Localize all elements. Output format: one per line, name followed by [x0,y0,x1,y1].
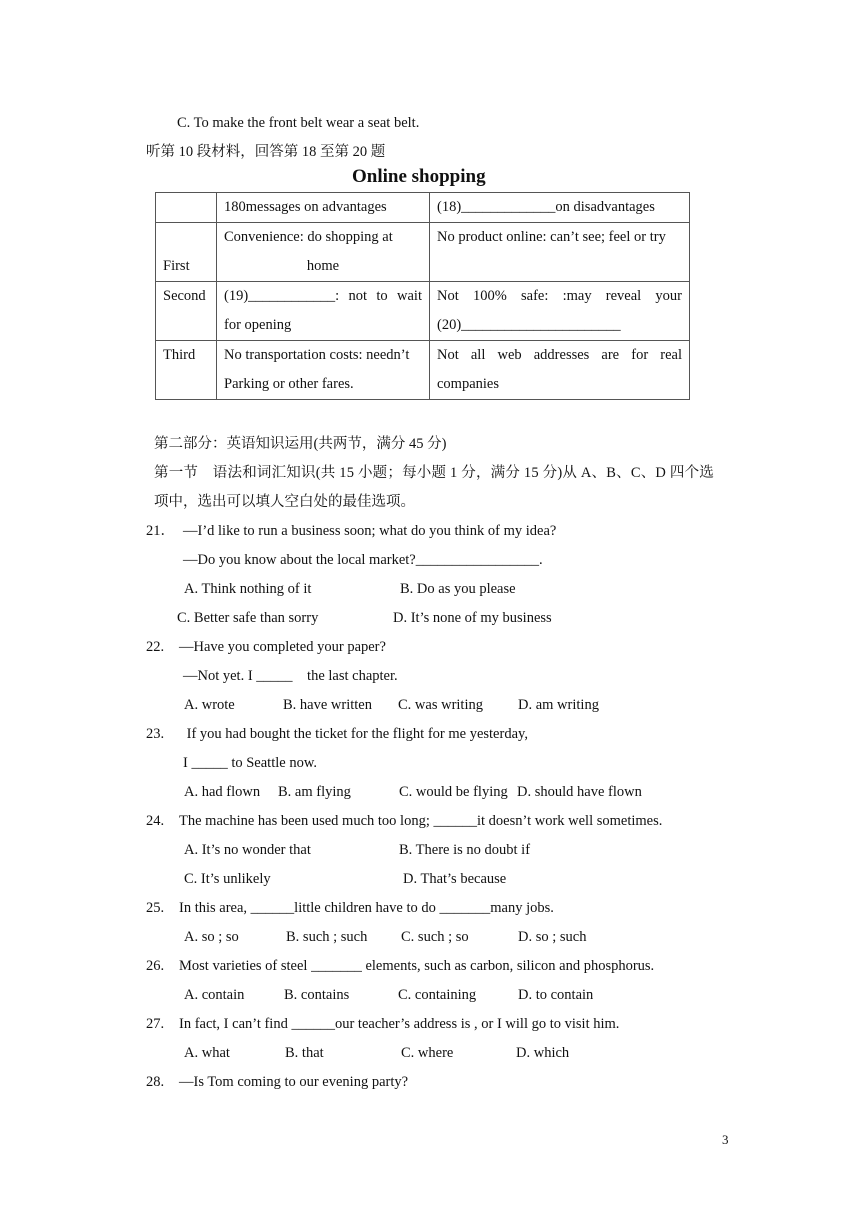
listening-instruction: 听第 10 段材料，回答第 18 至第 20 题 [146,144,386,160]
question-number: 28. [146,1074,165,1090]
disadvantage-line [437,252,682,281]
question-number: 26. [146,958,165,974]
online-shopping-table [155,192,690,400]
option-b: B. am flying [278,784,351,800]
previous-question-option: C. To make the front belt wear a seat belt. [177,115,420,131]
option-d: D. That’s because [403,871,507,887]
question-text: —Is Tom coming to our evening party? [179,1074,409,1090]
disadvantage-line: Not 100% safe: :may reveal your [437,288,682,304]
row-label: Second [156,282,217,341]
option-d: D. It’s none of my business [393,610,552,626]
option-d: D. am writing [518,697,599,713]
option-b: B. There is no doubt if [399,842,531,858]
question-text: —Have you completed your paper? [179,639,386,655]
question-number: 24. [146,813,165,829]
option-b: B. have written [283,697,372,713]
question-text: In this area, ______little children have to do _______many jobs. [179,900,554,916]
option-d: D. which [516,1045,570,1061]
option-a: A. contain [184,987,245,1003]
table-header-cell: (18)_____________on disadvantages [430,193,690,223]
advantage-cell [217,223,430,282]
option-c: C. It’s unlikely [184,871,271,887]
table-row [156,282,690,341]
question-text: Most varieties of steel _______ elements, such as carbon, silicon and phosphorus. [179,958,655,974]
option-a: A. what [184,1045,230,1061]
option-c: C. was writing [398,697,483,713]
option-a: A. Think nothing of it [184,581,312,597]
question-text: —Not yet. I _____ the last chapter. [183,668,398,684]
advantage-line: Parking or other fares. [224,376,354,392]
advantage-line: home [306,258,340,274]
option-b: B. contains [284,987,350,1003]
question-number: 25. [146,900,165,916]
option-d: D. to contain [518,987,594,1003]
table-header-cell [156,193,217,223]
disadvantage-line: No product online: can’t see; feel or try [437,229,666,245]
table-header-row [156,193,690,223]
section-instruction: 项中，选出可以填人空白处的最佳选项。 [154,494,415,510]
table-title: Online shopping [352,166,486,187]
disadvantage-cell [430,223,690,282]
option-c: C. where [401,1045,454,1061]
advantage-line: Convenience: do shopping at [224,229,393,245]
table-row [156,341,690,400]
question-text: —Do you know about the local market?_________________. [183,552,543,568]
question-text: —I’d like to run a business soon; what do you think of my idea? [183,523,557,539]
option-c: C. containing [398,987,477,1003]
question-number: 27. [146,1016,165,1032]
disadvantage-cell [430,341,690,400]
row-label: Third [156,341,217,400]
question-number: 22. [146,639,165,655]
question-text: If you had bought the ticket for the flight for me yesterday, [183,726,528,742]
disadvantage-cell [430,282,690,341]
option-a: A. so ; so [184,929,239,945]
table-row [156,223,690,282]
option-a: A. wrote [184,697,235,713]
option-c: C. Better safe than sorry [177,610,319,626]
option-b: B. Do as you please [400,581,516,597]
question-number: 21． [146,523,175,539]
option-b: B. that [285,1045,324,1061]
question-text: The machine has been used much too long; ______it doesn’t work well sometimes. [179,813,663,829]
row-label: First [156,223,217,282]
page-number: 3 [722,1132,729,1147]
disadvantage-line: (20)______________________ [437,317,621,333]
question-number: 23. [146,726,165,742]
option-a: A. had flown [184,784,261,800]
advantage-line: No transportation costs: needn’t [224,347,410,363]
question-text: I _____ to Seattle now. [183,755,317,771]
option-b: B. such ; such [286,929,368,945]
advantage-cell [217,341,430,400]
part-heading: 第二部分：英语知识运用(共两节，满分 45 分) [154,436,447,452]
option-c: C. would be flying [399,784,508,800]
advantage-line: for opening [224,317,292,333]
disadvantage-line: companies [437,376,500,392]
table-header-cell: 180messages on advantages [217,193,430,223]
option-d: D. should have flown [517,784,642,800]
question-text: In fact, I can’t find ______our teacher’s address is , or I will go to visit him. [179,1016,620,1032]
advantage-cell [217,282,430,341]
advantage-line: (19)____________: not to wait [224,288,422,304]
option-c: C. such ; so [401,929,469,945]
section-instruction: 第一节 语法和词汇知识(共 15 小题；每小题 1 分，满分 15 分)从 A、B、C、D 四个选 [154,465,714,481]
disadvantage-line: Not all web addresses are for real [437,347,682,363]
option-a: A. It’s no wonder that [184,842,311,858]
option-d: D. so ; such [518,929,587,945]
